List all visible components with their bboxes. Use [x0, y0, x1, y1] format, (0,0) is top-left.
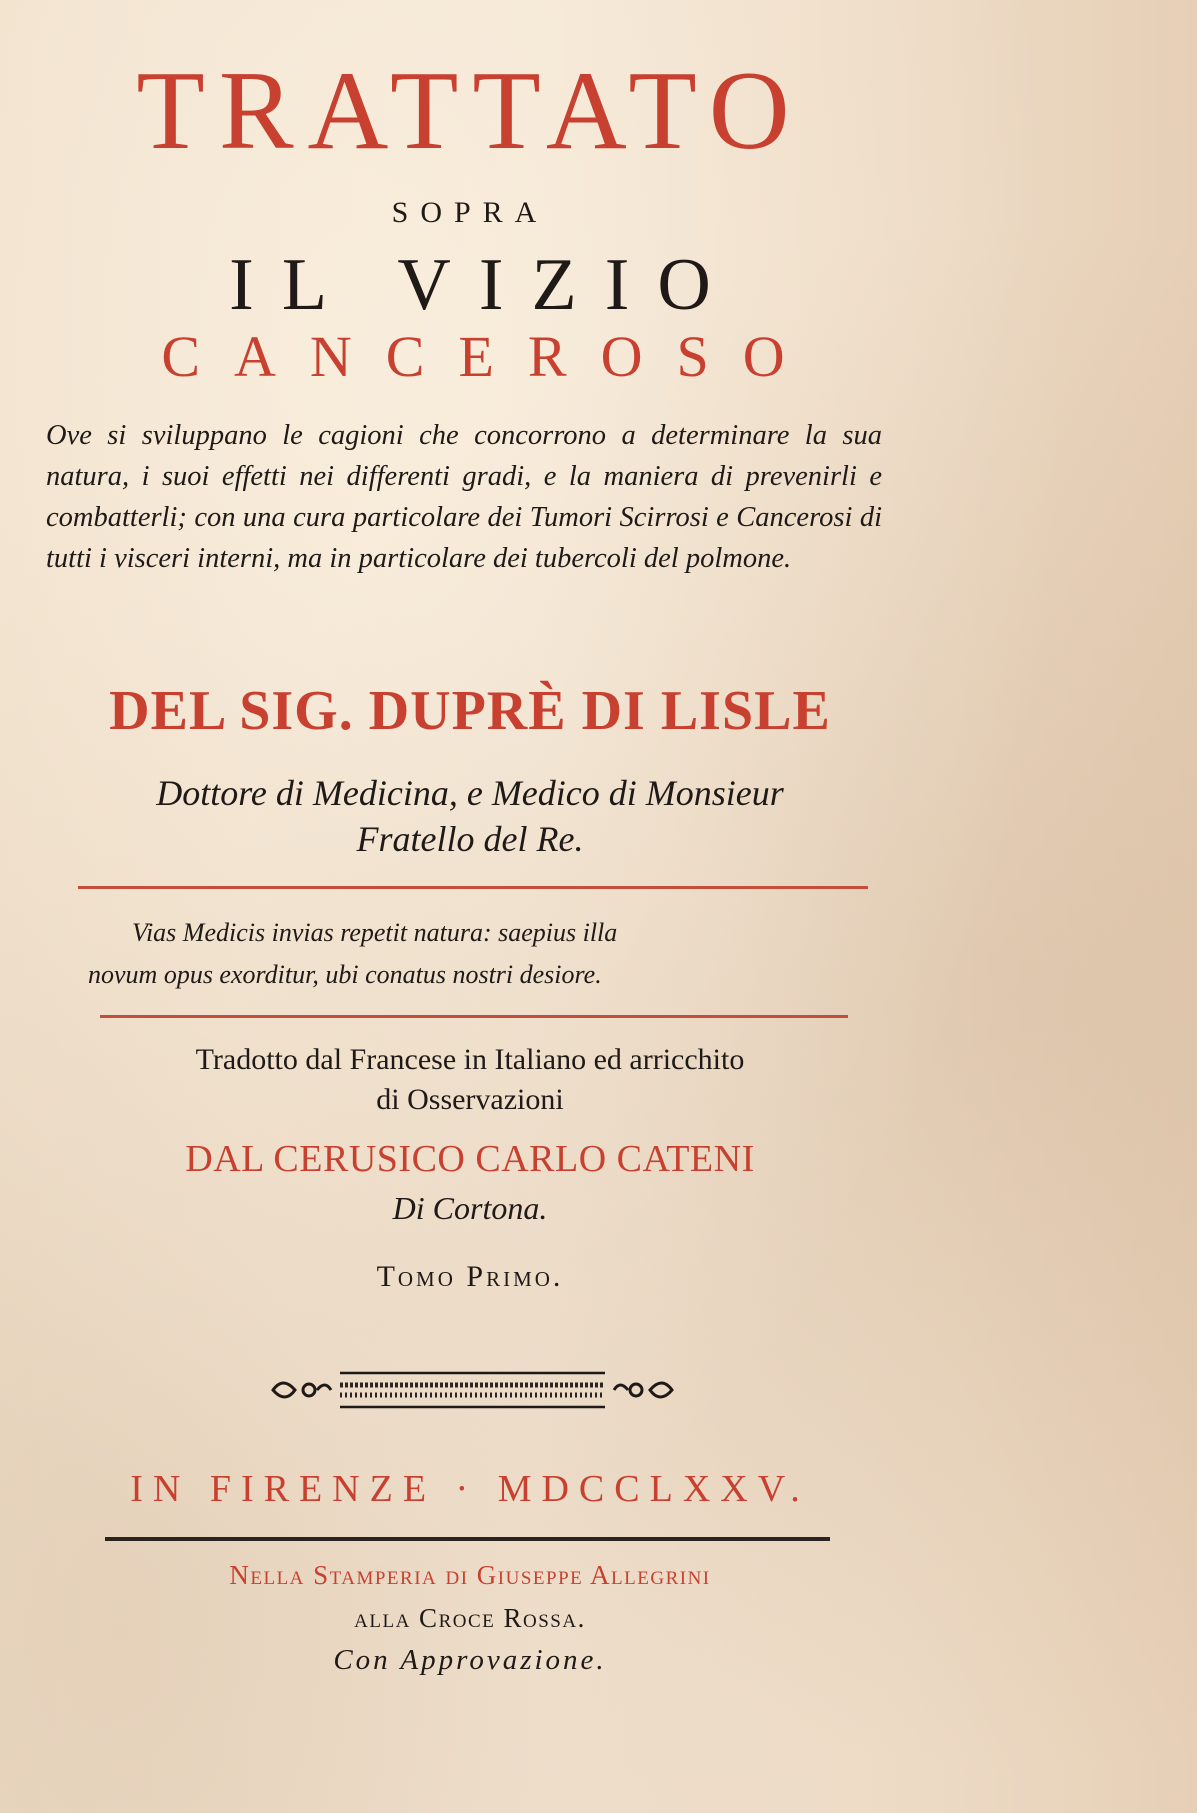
subtitle-paragraph: Ove si sviluppano le cagioni che concorrono a determinare la sua natura, i suoi effetti nei differenti gradi, e la maniera di prevenirli e combatterli; con una cura particolare dei Tumori Scirrosi e Cancerosi di tutti i visceri interni, ma in particolare dei tubercoli del polmone. [46, 420, 882, 574]
title-line-il-vizio: IL VIZIO [229, 244, 739, 326]
red-rule-divider [78, 886, 868, 889]
author-role [40, 770, 900, 862]
place-and-date: IN FIRENZE · MDCCLXXV. [130, 1468, 810, 1510]
red-rule-divider [100, 1015, 848, 1018]
printer-address: alla Croce Rossa. [354, 1603, 586, 1633]
translation-line: di Osservazioni [376, 1083, 564, 1116]
black-rule-divider [105, 1537, 830, 1541]
printer-name: Nella Stamperia di Giuseppe Allegrini [229, 1560, 711, 1590]
translation-note [40, 1040, 900, 1120]
approval-note: Con Approvazione. [333, 1644, 607, 1676]
motto-line: novum opus exorditur, ubi conatus nostri desiore. [88, 960, 602, 989]
translation-line: Tradotto dal Francese in Italiano ed arricchito [195, 1043, 745, 1076]
book-title: TRATTATO [136, 49, 804, 173]
author-name: DEL SIG. DUPRÈ DI LISLE [109, 680, 831, 742]
translator-origin: Di Cortona. [392, 1190, 548, 1226]
latin-motto [88, 912, 868, 996]
author-role-line: Fratello del Re. [356, 819, 584, 859]
title-line-canceroso: CANCEROSO [161, 324, 819, 389]
author-role-line: Dottore di Medicina, e Medico di Monsieur [156, 773, 784, 813]
printer-ornament-icon [265, 1365, 680, 1415]
title-connector: SOPRA [391, 196, 549, 229]
translator-name: DAL CERUSICO CARLO CATENI [185, 1138, 755, 1180]
volume-label: Tomo Primo. [376, 1260, 564, 1293]
motto-line: Vias Medicis invias repetit natura: saepius illa [132, 918, 618, 947]
